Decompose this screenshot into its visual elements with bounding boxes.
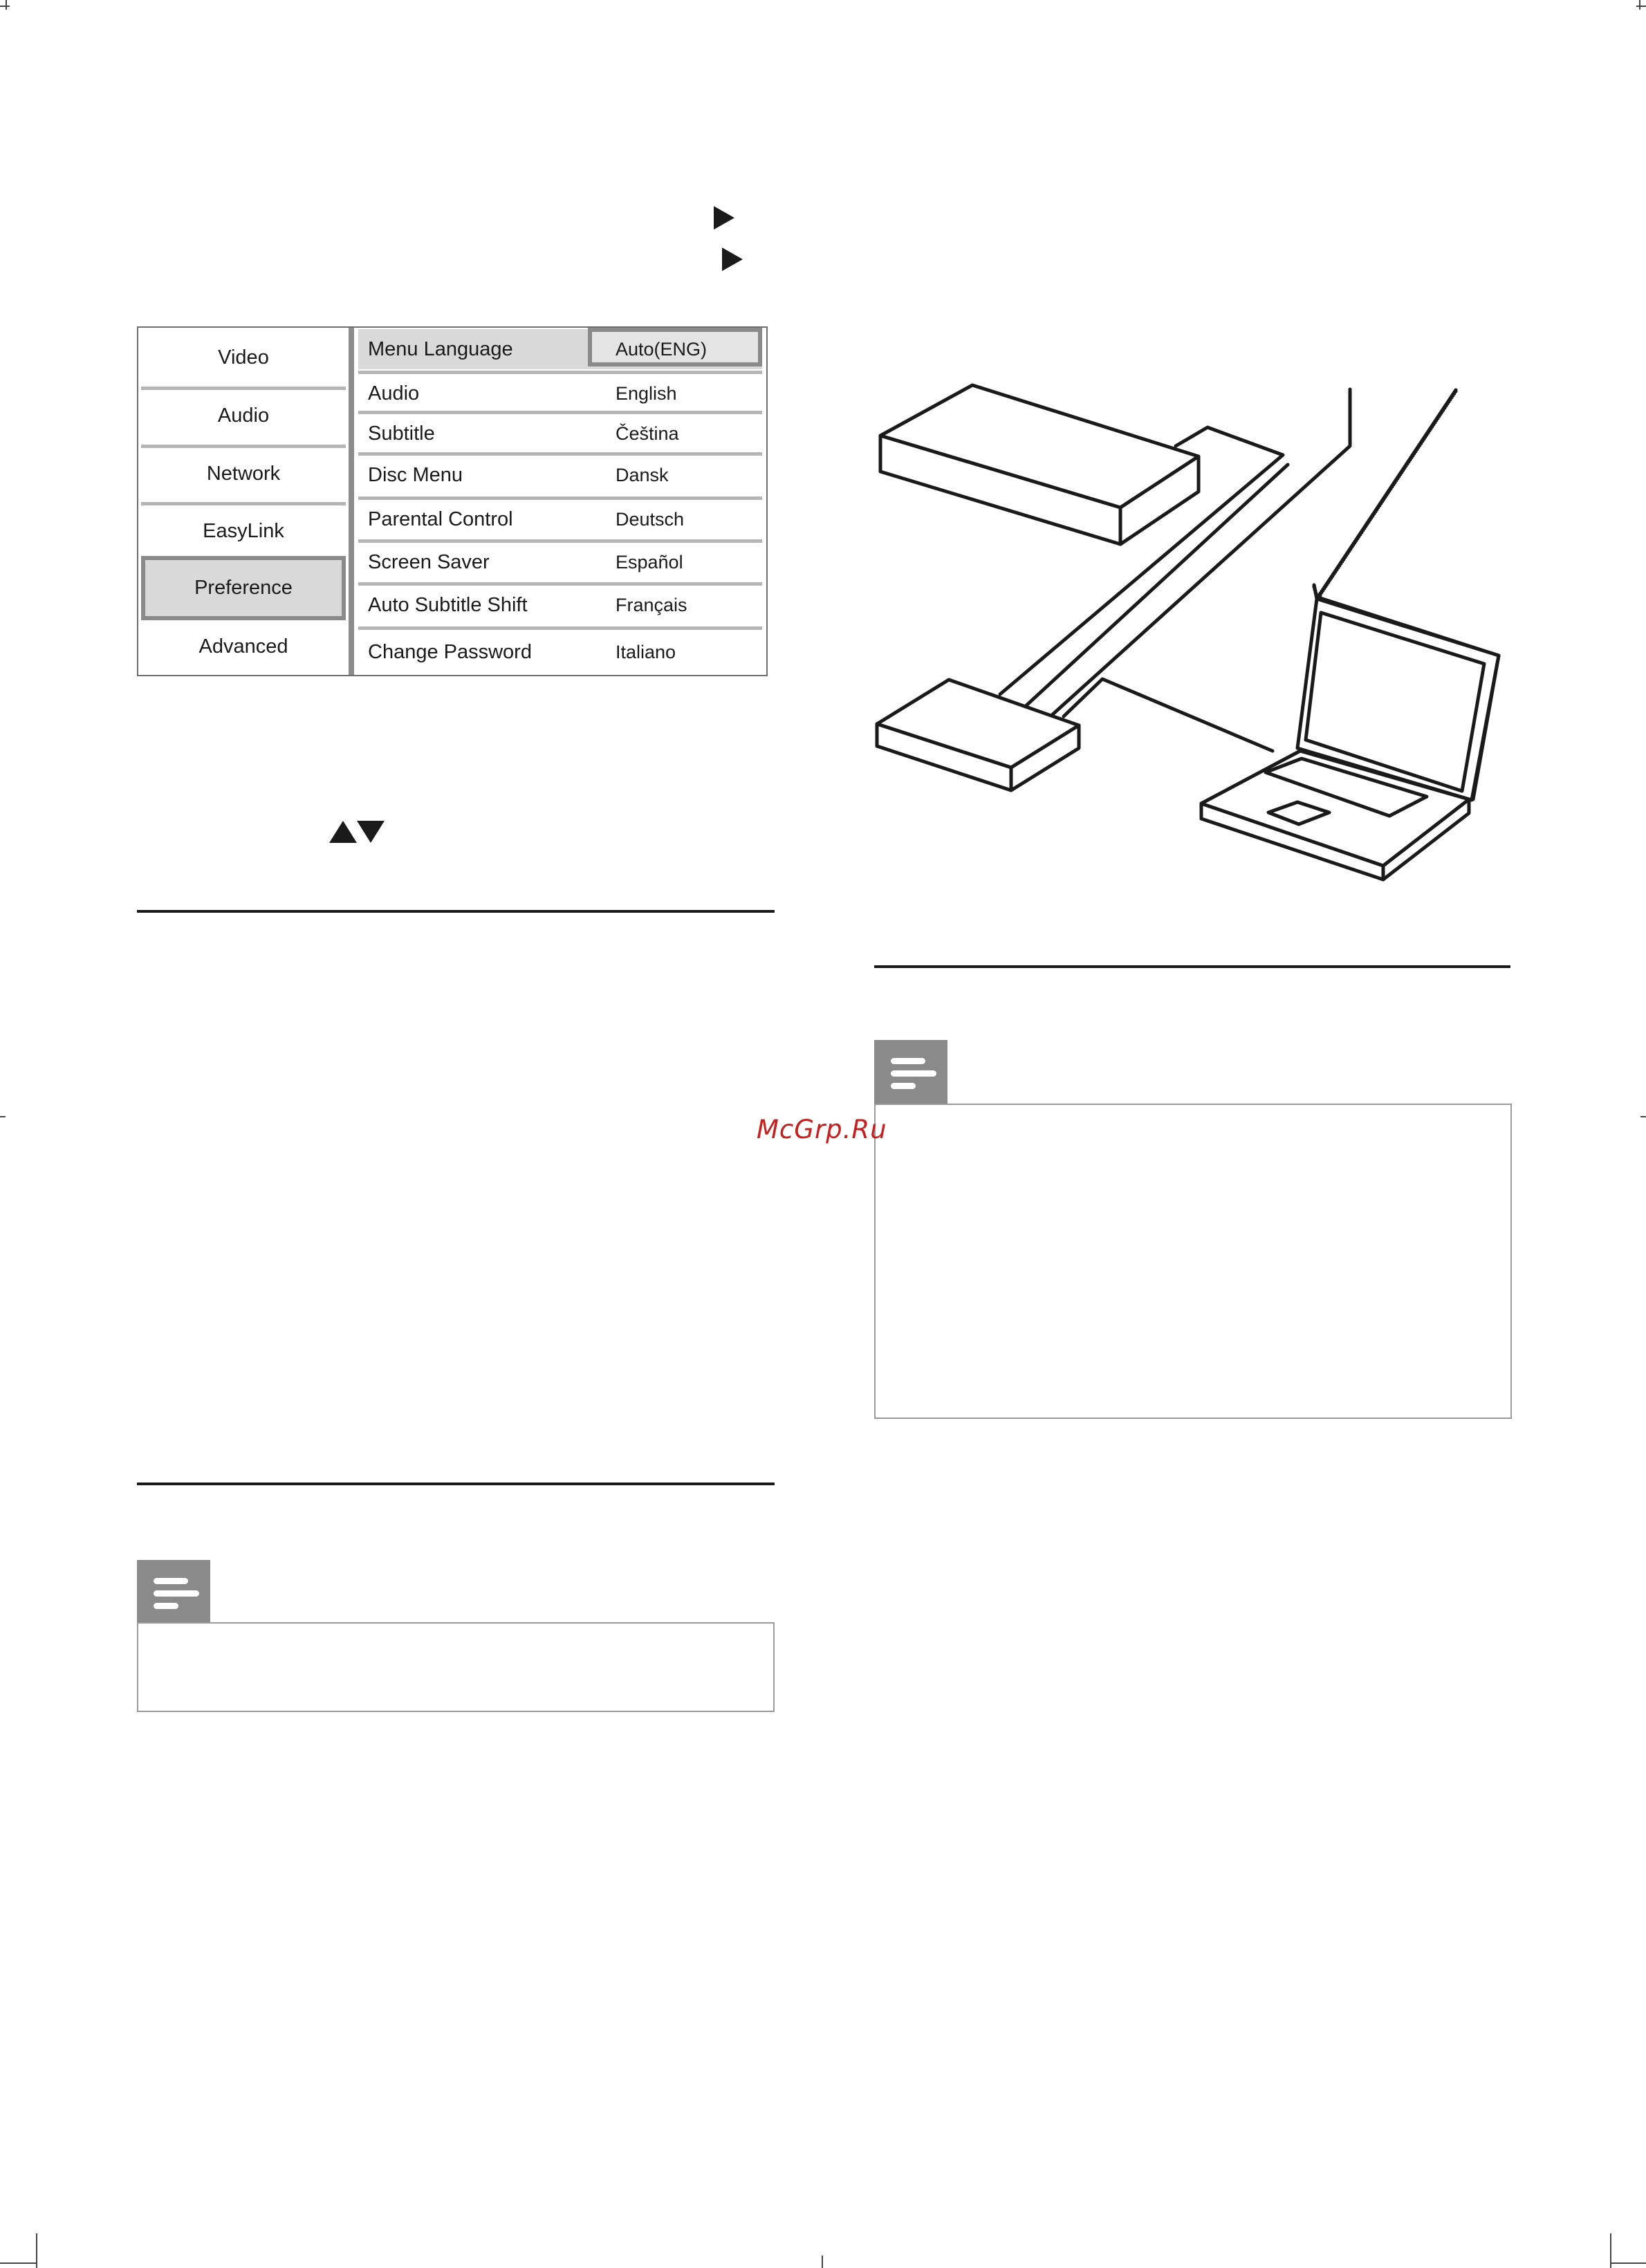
up-down-arrows-icon (329, 820, 386, 844)
section-rule (874, 965, 1510, 968)
note-box (874, 1104, 1512, 1419)
option-label: Screen Saver (368, 550, 490, 573)
option-value: Čeština (616, 422, 679, 444)
crop-mark (36, 2233, 37, 2268)
note-line (891, 1083, 916, 1089)
category-network[interactable]: Network (206, 463, 281, 485)
option-subtitle[interactable] (358, 413, 762, 454)
crop-mark (0, 1116, 6, 1117)
option-value: English (616, 382, 677, 404)
crop-mark (0, 6, 10, 7)
option-auto-subtitle-shift[interactable] (358, 585, 762, 625)
note-line (154, 1603, 178, 1609)
note-icon (874, 1040, 947, 1104)
option-label: Disc Menu (368, 463, 463, 486)
watermark: McGrp.Ru (757, 1115, 887, 1144)
down-arrow-icon (357, 821, 385, 843)
crop-mark (1636, 6, 1646, 7)
category-audio[interactable]: Audio (217, 405, 270, 427)
option-value: Auto(ENG) (616, 338, 708, 360)
note-line (891, 1058, 925, 1064)
option-value: Deutsch (616, 508, 685, 530)
play-arrow-icon (722, 248, 743, 271)
note-line (154, 1578, 188, 1584)
section-rule (137, 1482, 775, 1485)
settings-menu (137, 326, 768, 676)
category-easylink[interactable]: EasyLink (203, 520, 284, 542)
note-line (891, 1070, 936, 1077)
crop-mark (6, 0, 7, 10)
category-preference[interactable]: Preference (141, 556, 346, 620)
crop-mark (1610, 2262, 1646, 2264)
option-change-password[interactable] (358, 632, 762, 672)
category-video[interactable]: Video (218, 346, 269, 369)
option-disc-menu[interactable] (358, 455, 762, 495)
crop-mark (822, 2256, 823, 2268)
crop-mark (1639, 0, 1640, 10)
crop-mark (0, 2262, 36, 2264)
cable (1064, 679, 1273, 751)
crop-mark (1610, 2233, 1611, 2268)
category-list (138, 328, 349, 675)
option-value: Español (616, 551, 683, 573)
option-value: Dansk (616, 464, 669, 485)
laptop-screen-frame (1314, 585, 1317, 599)
option-label: Parental Control (368, 508, 513, 530)
option-label: Auto Subtitle Shift (368, 593, 528, 616)
option-label: Menu Language (368, 337, 513, 360)
option-audio[interactable] (358, 373, 762, 413)
option-value: Français (616, 594, 687, 615)
option-menu-language[interactable] (358, 329, 762, 369)
option-label: Subtitle (368, 422, 435, 445)
option-value: Italiano (616, 641, 676, 662)
note-line (154, 1590, 199, 1597)
up-arrow-icon (329, 821, 357, 843)
play-arrow-icon (714, 206, 734, 230)
option-separator (358, 626, 762, 630)
section-rule (137, 910, 775, 913)
network-connection-illustration (864, 380, 1515, 892)
option-parental-control[interactable] (358, 499, 762, 539)
note-icon (137, 1560, 210, 1624)
category-advanced[interactable]: Advanced (198, 635, 288, 658)
note-box (137, 1622, 775, 1712)
option-screen-saver[interactable] (358, 542, 762, 582)
laptop-screen (1317, 390, 1456, 599)
option-label: Audio (368, 382, 420, 405)
crop-mark (1640, 1116, 1646, 1117)
menu-divider (349, 328, 354, 675)
option-label: Change Password (368, 640, 532, 663)
